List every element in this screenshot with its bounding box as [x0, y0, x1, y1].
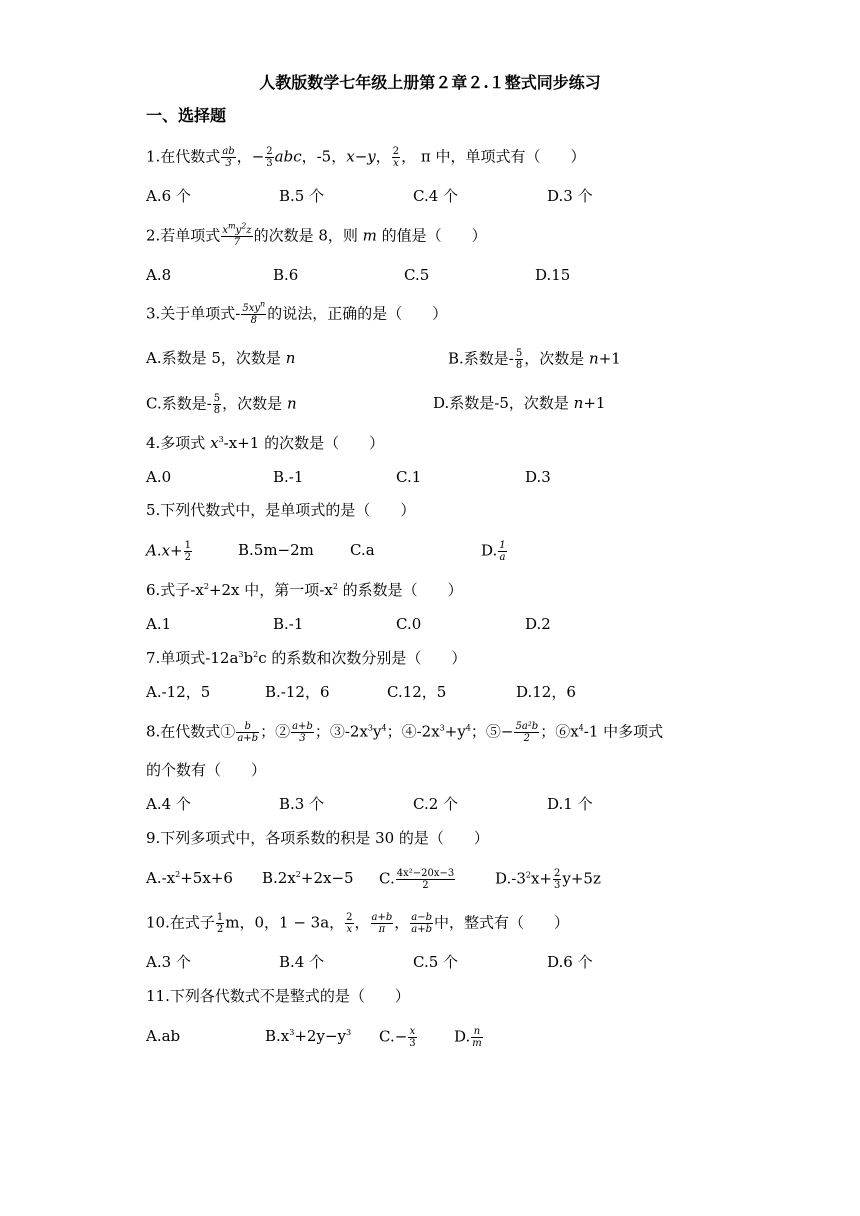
- question-3-option-a: A.系数是 5，次数是 n: [146, 349, 296, 367]
- question-10-option-a: A.3 个: [146, 953, 191, 971]
- question-6-stem: 6.式子$-x^2+2x$ 中，第一项$-x^2$ 的系数是（ ）: [146, 581, 463, 599]
- question-3-option-c: C.系数是- $\frac{5}{8}$ ，次数是 n: [146, 393, 297, 416]
- question-1-option-d: D.3 个: [547, 187, 593, 205]
- question-4-option-a: A.0: [146, 468, 172, 486]
- question-6-option-c: C.0: [396, 615, 422, 633]
- question-5-option-b: B.5m−2m: [238, 541, 314, 559]
- question-1-option-b: B.5 个: [279, 187, 325, 205]
- question-9-option-c: C. $\frac{\text{4x²−20x−3}}{2}$: [379, 868, 455, 891]
- question-7-stem: 7.单项式$-12a^3b^2c$ 的系数和次数分别是（ ）: [146, 649, 467, 667]
- question-5-stem: 5.下列代数式中，是单项式的是（ ）: [146, 501, 416, 519]
- question-1-option-a: A.6 个: [146, 187, 191, 205]
- question-4-option-d: D.3: [525, 468, 551, 486]
- question-3-stem: 3.关于单项式- $\frac{5xy^n}{8}$ 的说法，正确的是（ ）: [146, 299, 448, 326]
- question-9-option-b: $B.2x^2+2x-5$: [262, 869, 354, 887]
- section-heading: 一、选择题: [146, 106, 227, 125]
- question-5-option-c: C.a: [350, 541, 375, 559]
- question-1-stem: 1.在代数式 $\frac{ab}{3}$ ，− $\frac{2}{3}$ abc，-5，x−y， $\frac{2}{x}$ ， π 中，单项式有（ ）: [146, 146, 586, 169]
- question-9-option-a: $A.-x^2+5x+6$: [146, 869, 233, 887]
- question-3-option-d: D.系数是-5，次数是 n+1: [433, 394, 606, 412]
- question-3-option-b: B.系数是- $\frac{5}{8}$ ，次数是 n+1: [448, 348, 621, 371]
- question-4-option-b: B.-1: [273, 468, 304, 486]
- question-8-option-a: A.4 个: [146, 795, 191, 813]
- question-10-stem: 10.在式子 $\frac{1}{2}$ m，0，1 − 3a， $\frac{2}{x}$ ， $\frac{a+b}{\pi}$ ， $\frac{a-b}{a+b}$ 中，整式有（ ）: [146, 912, 570, 935]
- question-4-option-c: C.1: [396, 468, 422, 486]
- question-9-option-d: $D.-3^2x+$ $\frac{2}{3}$ y+5z: [495, 868, 601, 891]
- question-6-option-a: A.1: [146, 615, 172, 633]
- question-6-option-d: D.2: [525, 615, 551, 633]
- question-5-option-a: A.x+ $\frac{1}{2}$: [146, 540, 192, 563]
- question-11-option-c: C.− $\frac{x}{3}$: [379, 1026, 416, 1049]
- question-6-option-b: B.-1: [273, 615, 304, 633]
- question-5-option-d: D. $\frac{1}{a}$: [481, 540, 506, 563]
- question-9-stem: 9.下列多项式中，各项系数的积是 30 的是（ ）: [146, 829, 489, 847]
- question-4-stem: 4.多项式 $x^3-x+1$ 的次数是（ ）: [146, 434, 385, 452]
- page-title: 人教版数学七年级上册第２章２.１整式同步练习: [259, 73, 601, 92]
- question-11-stem: 11.下列各代数式不是整式的是（ ）: [146, 987, 410, 1005]
- question-10-option-c: C.5 个: [413, 953, 459, 971]
- question-2-option-b: B.6: [273, 266, 299, 284]
- question-10-option-b: B.4 个: [279, 953, 325, 971]
- question-2-option-d: D.15: [535, 266, 571, 284]
- question-2-option-c: C.5: [404, 266, 430, 284]
- question-1-option-c: C.4 个: [413, 187, 459, 205]
- question-11-option-b: $B.x^3+2y-y^3$: [265, 1027, 352, 1045]
- question-11-option-a: A.ab: [146, 1027, 181, 1045]
- question-7-option-d: D.12，6: [516, 683, 576, 701]
- question-10-option-d: D.6 个: [547, 953, 593, 971]
- question-8-option-c: C.2 个: [413, 795, 459, 813]
- question-8-option-d: D.1 个: [547, 795, 593, 813]
- question-2-option-a: A.8: [146, 266, 172, 284]
- question-8-option-b: B.3 个: [279, 795, 325, 813]
- question-7-option-b: B.-12，6: [265, 683, 330, 701]
- question-8-stem: 8.在代数式① $\frac{b}{a+b}$ ；② $\frac{a+b}{3}$ ；$③-2x^3y^4$；$④-2x^3+y^4$；⑤− $\frac{\text{5a²b}}{2}$ ；$⑥x^4-1$ 中多项式: [146, 721, 664, 744]
- question-11-option-d: D. $\frac{n}{m}$: [454, 1026, 482, 1049]
- question-7-option-c: C.12，5: [387, 683, 447, 701]
- question-7-option-a: A.-12，5: [146, 683, 211, 701]
- question-8-stem-continued: 的个数有（ ）: [146, 761, 267, 779]
- question-2-stem: 2.若单项式 $\frac{x^my^2z}{7}$ 的次数是 8，则 m 的值是（ ）: [146, 221, 487, 248]
